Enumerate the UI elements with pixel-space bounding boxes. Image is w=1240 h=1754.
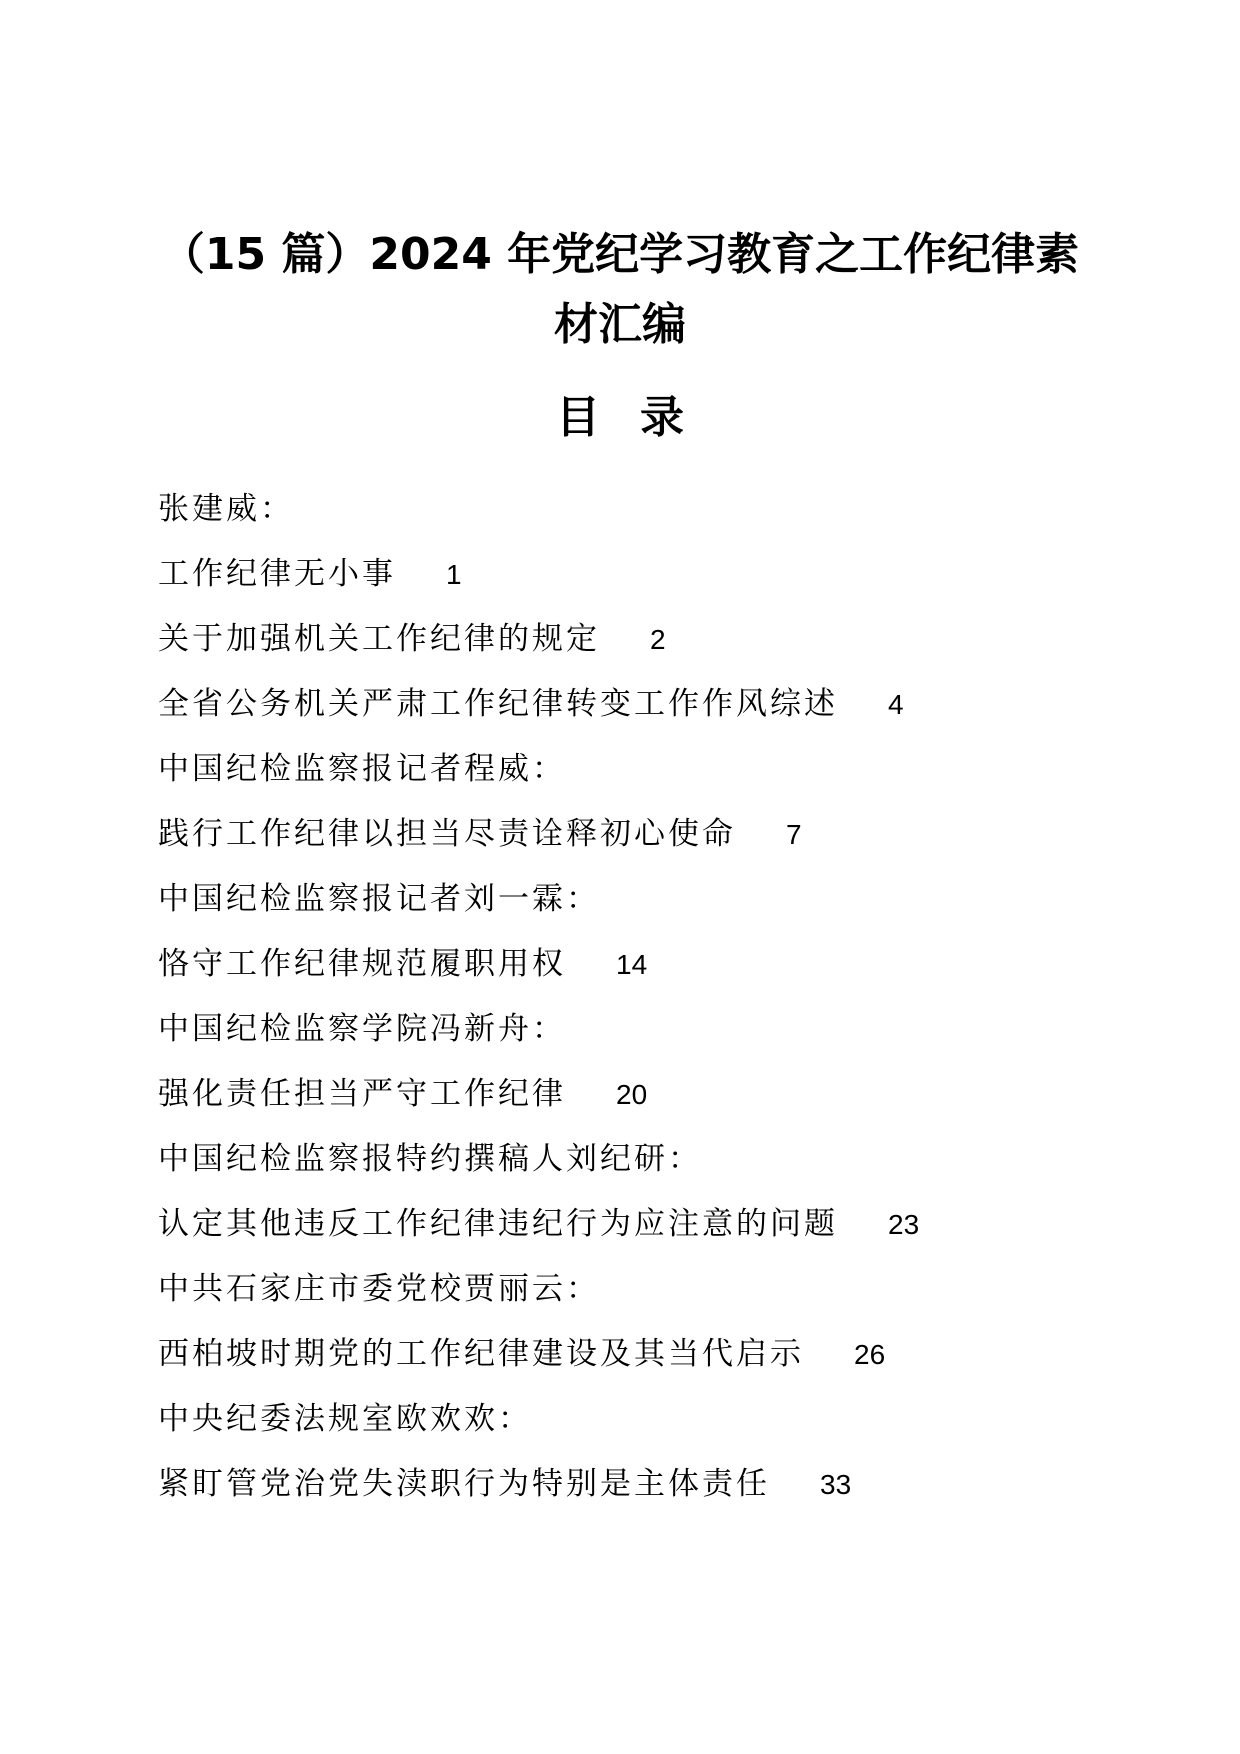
toc-heading: 目录 — [556, 392, 724, 443]
document-title — [120, 220, 1120, 360]
toc-entry-text: 中国纪检监察报记者刘一霖： — [158, 881, 600, 917]
toc-entry[interactable] — [158, 1465, 1158, 1530]
toc-entry[interactable] — [158, 1075, 1158, 1140]
toc-entry[interactable] — [158, 1335, 1158, 1400]
toc-entry[interactable] — [158, 815, 1158, 880]
toc-entry-text: 中国纪检监察报记者程威： — [158, 751, 566, 787]
toc-author-line — [158, 490, 1158, 555]
toc-entry[interactable] — [158, 1205, 1158, 1270]
toc-page-number: 1 — [446, 559, 462, 590]
toc-author-line — [158, 1140, 1158, 1205]
toc-entry-text: 西柏坡时期党的工作纪律建设及其当代启示 — [158, 1336, 804, 1372]
toc-entry[interactable] — [158, 685, 1158, 750]
toc-entry-text: 认定其他违反工作纪律违纪行为应注意的问题 — [158, 1206, 838, 1242]
document-title-line-1: （15 篇）2024 年党纪学习教育之工作纪律素 — [160, 229, 1080, 280]
toc-author-line — [158, 1010, 1158, 1075]
toc-page-number: 2 — [650, 624, 666, 655]
toc-author-line — [158, 880, 1158, 945]
toc-entry-text: 紧盯管党治党失渎职行为特别是主体责任 — [158, 1466, 770, 1502]
toc-entry[interactable] — [158, 555, 1158, 620]
toc-entry-text: 中国纪检监察学院冯新舟： — [158, 1011, 566, 1047]
toc-entry-text: 张建威： — [158, 491, 294, 527]
table-of-contents — [158, 490, 1158, 1530]
document-title-line-2: 材汇编 — [554, 299, 686, 350]
toc-page-number: 14 — [616, 949, 648, 980]
toc-entry-text: 中央纪委法规室欧欢欢： — [158, 1401, 532, 1437]
toc-entry[interactable] — [158, 620, 1158, 685]
toc-page-number: 33 — [820, 1469, 852, 1500]
toc-page-number: 23 — [888, 1209, 920, 1240]
toc-entry-text: 践行工作纪律以担当尽责诠释初心使命 — [158, 816, 736, 852]
toc-author-line — [158, 1270, 1158, 1335]
toc-author-line — [158, 750, 1158, 815]
toc-entry-text: 关于加强机关工作纪律的规定 — [158, 621, 600, 657]
toc-page-number: 7 — [786, 819, 802, 850]
toc-entry-text: 恪守工作纪律规范履职用权 — [158, 946, 566, 982]
toc-entry-text: 中共石家庄市委党校贾丽云： — [158, 1271, 600, 1307]
toc-entry-text: 全省公务机关严肃工作纪律转变工作作风综述 — [158, 686, 838, 722]
toc-entry[interactable] — [158, 945, 1158, 1010]
toc-author-line — [158, 1400, 1158, 1465]
toc-page-number: 20 — [616, 1079, 648, 1110]
toc-entry-text: 工作纪律无小事 — [158, 556, 396, 592]
toc-page-number: 26 — [854, 1339, 886, 1370]
toc-page-number: 4 — [888, 689, 904, 720]
toc-entry-text: 中国纪检监察报特约撰稿人刘纪研： — [158, 1141, 702, 1177]
toc-entry-text: 强化责任担当严守工作纪律 — [158, 1076, 566, 1112]
